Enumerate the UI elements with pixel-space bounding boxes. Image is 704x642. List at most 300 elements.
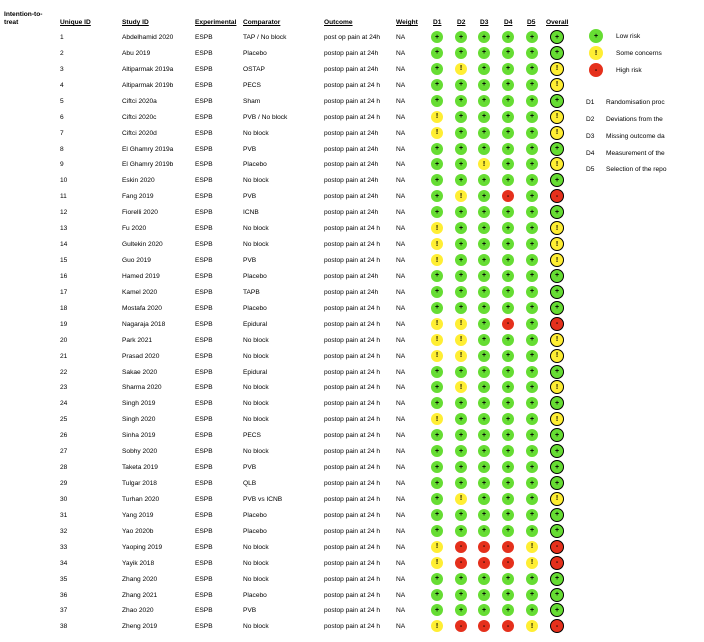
unique-id: 3 <box>60 65 64 73</box>
legend-label: Some concerns <box>616 50 662 57</box>
domain-5-low-risk-icon: + <box>526 493 538 505</box>
domain-1-low-risk-icon: + <box>431 47 443 59</box>
weight: NA <box>396 559 406 567</box>
study-id: Ciftci 2020a <box>122 97 157 105</box>
unique-id: 18 <box>60 304 68 312</box>
comparator: Placebo <box>243 527 267 535</box>
domain-3-low-risk-icon: + <box>478 95 490 107</box>
domain-2-low-risk-icon: + <box>455 573 467 585</box>
domain-2-low-risk-icon: + <box>455 127 467 139</box>
domain-4-low-risk-icon: + <box>502 350 514 362</box>
domain-5-low-risk-icon: + <box>526 445 538 457</box>
weight: NA <box>396 113 406 121</box>
experimental: ESPB <box>195 495 213 503</box>
domain-1-low-risk-icon: + <box>431 573 443 585</box>
comparator: No block <box>243 352 269 360</box>
overall-some-concerns-icon: ! <box>550 110 564 124</box>
unique-id: 36 <box>60 591 68 599</box>
weight: NA <box>396 209 406 217</box>
domain-3-some-concerns-icon: ! <box>478 158 490 170</box>
experimental: ESPB <box>195 464 213 472</box>
domain-1-some-concerns-icon: ! <box>431 238 443 250</box>
comparator: No block <box>243 384 269 392</box>
domain-4-low-risk-icon: + <box>502 79 514 91</box>
comparator: Placebo <box>243 591 267 599</box>
domain-2-low-risk-icon: + <box>455 270 467 282</box>
outcome: postop pain at 24 h <box>324 241 381 249</box>
overall-high-risk-icon: - <box>550 317 564 331</box>
overall-some-concerns-icon: ! <box>550 78 564 92</box>
unique-id: 17 <box>60 288 68 296</box>
unique-id: 14 <box>60 241 68 249</box>
domain-4-low-risk-icon: + <box>502 461 514 473</box>
experimental: ESPB <box>195 177 213 185</box>
domain-2-some-concerns-icon: ! <box>455 318 467 330</box>
weight: NA <box>396 257 406 265</box>
domain-2-low-risk-icon: + <box>455 366 467 378</box>
domain-1-some-concerns-icon: ! <box>431 318 443 330</box>
outcome: postop pain at 24h <box>324 49 379 57</box>
comparator: Placebo <box>243 49 267 57</box>
comparator: PVB <box>243 607 257 615</box>
domain-4-low-risk-icon: + <box>502 429 514 441</box>
weight: NA <box>396 288 406 296</box>
domain-5-low-risk-icon: + <box>526 589 538 601</box>
domain-5-low-risk-icon: + <box>526 158 538 170</box>
weight: NA <box>396 193 406 201</box>
comparator: PVB / No block <box>243 113 288 121</box>
domain-2-low-risk-icon: + <box>455 589 467 601</box>
unique-id: 35 <box>60 575 68 583</box>
study-id: Park 2021 <box>122 336 153 344</box>
outcome: postop pain at 24 h <box>324 384 381 392</box>
domain-2-low-risk-icon: + <box>455 429 467 441</box>
comparator: No block <box>243 336 269 344</box>
domain-4-low-risk-icon: + <box>502 286 514 298</box>
domain-5-some-concerns-icon: ! <box>526 541 538 553</box>
unique-id: 38 <box>60 623 68 631</box>
domain-5-low-risk-icon: + <box>526 79 538 91</box>
experimental: ESPB <box>195 209 213 217</box>
domain-5-low-risk-icon: + <box>526 573 538 585</box>
domain-2-low-risk-icon: + <box>455 286 467 298</box>
comparator: PVB <box>243 145 257 153</box>
domain-5-low-risk-icon: + <box>526 318 538 330</box>
study-id: Eskin 2020 <box>122 177 155 185</box>
experimental: ESPB <box>195 145 213 153</box>
domain-2-low-risk-icon: + <box>455 238 467 250</box>
experimental: ESPB <box>195 257 213 265</box>
overall-low-risk-icon: + <box>550 301 564 315</box>
low-risk-icon: + <box>589 29 603 43</box>
overall-some-concerns-icon: ! <box>550 380 564 394</box>
study-id: Turhan 2020 <box>122 495 160 503</box>
unique-id: 27 <box>60 448 68 456</box>
overall-high-risk-icon: - <box>550 556 564 570</box>
domain-5-low-risk-icon: + <box>526 350 538 362</box>
experimental: ESPB <box>195 113 213 121</box>
comparator: Epidural <box>243 368 268 376</box>
comparator: No block <box>243 177 269 185</box>
domain-5-low-risk-icon: + <box>526 366 538 378</box>
overall-some-concerns-icon: ! <box>550 62 564 76</box>
unique-id: 22 <box>60 368 68 376</box>
experimental: ESPB <box>195 400 213 408</box>
domain-3-low-risk-icon: + <box>478 190 490 202</box>
domain-3-high-risk-icon: - <box>478 557 490 569</box>
outcome: postop pain at 24 h <box>324 400 381 408</box>
outcome: postop pain at 24h <box>324 272 379 280</box>
header-weight: Weight <box>396 19 418 26</box>
weight: NA <box>396 145 406 153</box>
domain-5-low-risk-icon: + <box>526 429 538 441</box>
outcome: postop pain at 24 h <box>324 352 381 360</box>
study-id: Zhang 2020 <box>122 575 158 583</box>
domain-2-low-risk-icon: + <box>455 79 467 91</box>
domain-4-low-risk-icon: + <box>502 604 514 616</box>
domain-1-some-concerns-icon: ! <box>431 350 443 362</box>
outcome: postop pain at 24 h <box>324 464 381 472</box>
overall-low-risk-icon: + <box>550 269 564 283</box>
weight: NA <box>396 368 406 376</box>
experimental: ESPB <box>195 591 213 599</box>
experimental: ESPB <box>195 384 213 392</box>
outcome: postop pain at 24 h <box>324 575 381 583</box>
overall-low-risk-icon: + <box>550 524 564 538</box>
domain-1-some-concerns-icon: ! <box>431 111 443 123</box>
weight: NA <box>396 81 406 89</box>
comparator: No block <box>243 225 269 233</box>
study-id: Kamel 2020 <box>122 288 158 296</box>
outcome: postop pain at 24 h <box>324 81 381 89</box>
experimental: ESPB <box>195 368 213 376</box>
domain-1-low-risk-icon: + <box>431 604 443 616</box>
outcome: postop pain at 24h <box>324 193 379 201</box>
domain-5-low-risk-icon: + <box>526 286 538 298</box>
experimental: ESPB <box>195 193 213 201</box>
domain-1-low-risk-icon: + <box>431 174 443 186</box>
overall-low-risk-icon: + <box>550 460 564 474</box>
comparator: No block <box>243 241 269 249</box>
experimental: ESPB <box>195 304 213 312</box>
domain-3-low-risk-icon: + <box>478 286 490 298</box>
domain-3-low-risk-icon: + <box>478 302 490 314</box>
comparator: Epidural <box>243 320 268 328</box>
overall-low-risk-icon: + <box>550 396 564 410</box>
study-id: Hamed 2019 <box>122 272 160 280</box>
header-unique-id: Unique ID <box>60 19 91 26</box>
domain-label: Deviations from the <box>606 116 663 123</box>
comparator: PECS <box>243 81 261 89</box>
study-id: Nagaraja 2018 <box>122 320 166 328</box>
study-id: Fang 2019 <box>122 193 154 201</box>
domain-1-some-concerns-icon: ! <box>431 254 443 266</box>
study-id: Gultekin 2020 <box>122 241 163 249</box>
experimental: ESPB <box>195 511 213 519</box>
unique-id: 30 <box>60 495 68 503</box>
study-id: Singh 2020 <box>122 416 156 424</box>
domain-4-low-risk-icon: + <box>502 381 514 393</box>
overall-low-risk-icon: + <box>550 205 564 219</box>
study-id: Sinha 2019 <box>122 432 156 440</box>
study-id: Mostafa 2020 <box>122 304 162 312</box>
unique-id: 7 <box>60 129 64 137</box>
domain-3-low-risk-icon: + <box>478 413 490 425</box>
unique-id: 13 <box>60 225 68 233</box>
weight: NA <box>396 336 406 344</box>
unique-id: 2 <box>60 49 64 57</box>
domain-2-low-risk-icon: + <box>455 302 467 314</box>
domain-5-low-risk-icon: + <box>526 413 538 425</box>
experimental: ESPB <box>195 623 213 631</box>
unique-id: 25 <box>60 416 68 424</box>
domain-4-low-risk-icon: + <box>502 573 514 585</box>
overall-some-concerns-icon: ! <box>550 349 564 363</box>
header-overall: Overall <box>546 19 569 26</box>
header-study-id: Study ID <box>122 19 149 26</box>
domain-5-low-risk-icon: + <box>526 47 538 59</box>
domain-1-low-risk-icon: + <box>431 302 443 314</box>
weight: NA <box>396 432 406 440</box>
domain-4-low-risk-icon: + <box>502 445 514 457</box>
unique-id: 23 <box>60 384 68 392</box>
overall-high-risk-icon: - <box>550 540 564 554</box>
domain-4-low-risk-icon: + <box>502 127 514 139</box>
table-row <box>0 619 704 637</box>
domain-1-low-risk-icon: + <box>431 270 443 282</box>
domain-3-low-risk-icon: + <box>478 366 490 378</box>
weight: NA <box>396 495 406 503</box>
study-id: Fiorelli 2020 <box>122 209 158 217</box>
weight: NA <box>396 480 406 488</box>
domain-1-low-risk-icon: + <box>431 190 443 202</box>
study-id: Abdelhamid 2020 <box>122 34 174 41</box>
comparator: No block <box>243 575 269 583</box>
domain-4-low-risk-icon: + <box>502 143 514 155</box>
outcome: postop pain at 24h <box>324 209 379 217</box>
header-d4: D4 <box>504 19 513 26</box>
outcome: postop pain at 24h <box>324 161 379 169</box>
study-id: Ciftci 2020d <box>122 129 157 137</box>
domain-3-low-risk-icon: + <box>478 397 490 409</box>
domain-2-some-concerns-icon: ! <box>455 350 467 362</box>
domain-5-low-risk-icon: + <box>526 127 538 139</box>
unique-id: 15 <box>60 257 68 265</box>
outcome: postop pain at 24 h <box>324 591 381 599</box>
weight: NA <box>396 177 406 185</box>
domain-2-some-concerns-icon: ! <box>455 63 467 75</box>
outcome: postop pain at 24 h <box>324 432 381 440</box>
domain-3-low-risk-icon: + <box>478 334 490 346</box>
weight: NA <box>396 304 406 312</box>
study-id: El Ghamry 2019a <box>122 145 174 153</box>
outcome: postop pain at 24 h <box>324 257 381 265</box>
domain-4-low-risk-icon: + <box>502 493 514 505</box>
experimental: ESPB <box>195 129 213 137</box>
comparator: QLB <box>243 480 257 488</box>
domain-5-low-risk-icon: + <box>526 525 538 537</box>
domain-label: Missing outcome da <box>606 133 665 140</box>
domain-5-low-risk-icon: + <box>526 461 538 473</box>
domain-code: D5 <box>586 166 595 173</box>
domain-4-low-risk-icon: + <box>502 334 514 346</box>
domain-2-low-risk-icon: + <box>455 461 467 473</box>
experimental: ESPB <box>195 575 213 583</box>
outcome: post op pain at 24h <box>324 34 381 41</box>
outcome: postop pain at 24h <box>324 177 379 185</box>
unique-id: 33 <box>60 543 68 551</box>
outcome: postop pain at 24h <box>324 288 379 296</box>
domain-1-low-risk-icon: + <box>431 158 443 170</box>
domain-3-low-risk-icon: + <box>478 111 490 123</box>
domain-1-some-concerns-icon: ! <box>431 334 443 346</box>
domain-5-low-risk-icon: + <box>526 143 538 155</box>
experimental: ESPB <box>195 288 213 296</box>
domain-4-low-risk-icon: + <box>502 254 514 266</box>
experimental: ESPB <box>195 352 213 360</box>
outcome: postop pain at 24 h <box>324 511 381 519</box>
domain-3-low-risk-icon: + <box>478 47 490 59</box>
overall-low-risk-icon: + <box>550 285 564 299</box>
header-d2: D2 <box>457 19 466 26</box>
outcome: postop pain at 24 h <box>324 527 381 535</box>
domain-2-low-risk-icon: + <box>455 254 467 266</box>
outcome: postop pain at 24 h <box>324 368 381 376</box>
domain-3-high-risk-icon: - <box>478 620 490 632</box>
domain-4-low-risk-icon: + <box>502 477 514 489</box>
domain-2-high-risk-icon: - <box>455 557 467 569</box>
unique-id: 10 <box>60 177 68 185</box>
domain-5-low-risk-icon: + <box>526 334 538 346</box>
domain-5-some-concerns-icon: ! <box>526 620 538 632</box>
experimental: ESPB <box>195 241 213 249</box>
domain-3-low-risk-icon: + <box>478 143 490 155</box>
domain-2-some-concerns-icon: ! <box>455 190 467 202</box>
domain-4-low-risk-icon: + <box>502 95 514 107</box>
weight: NA <box>396 511 406 519</box>
experimental: ESPB <box>195 272 213 280</box>
study-id: Altiparmak 2019a <box>122 65 174 73</box>
study-id: Singh 2019 <box>122 400 156 408</box>
domain-code: D3 <box>586 133 595 140</box>
domain-5-low-risk-icon: + <box>526 31 538 43</box>
weight: NA <box>396 49 406 57</box>
study-id: Tulgar 2018 <box>122 480 157 488</box>
domain-3-low-risk-icon: + <box>478 318 490 330</box>
domain-4-low-risk-icon: + <box>502 111 514 123</box>
domain-code: D1 <box>586 99 595 106</box>
study-id: Yaoping 2019 <box>122 543 163 551</box>
weight: NA <box>396 607 406 615</box>
domain-5-low-risk-icon: + <box>526 397 538 409</box>
domain-1-low-risk-icon: + <box>431 493 443 505</box>
domain-3-low-risk-icon: + <box>478 238 490 250</box>
header-d5: D5 <box>527 19 536 26</box>
weight: NA <box>396 241 406 249</box>
domain-1-low-risk-icon: + <box>431 79 443 91</box>
overall-some-concerns-icon: ! <box>550 412 564 426</box>
domain-3-low-risk-icon: + <box>478 525 490 537</box>
domain-4-low-risk-icon: + <box>502 525 514 537</box>
domain-4-low-risk-icon: + <box>502 413 514 425</box>
domain-3-low-risk-icon: + <box>478 79 490 91</box>
study-id: Prasad 2020 <box>122 352 160 360</box>
domain-code: D2 <box>586 116 595 123</box>
comparator: No block <box>243 559 269 567</box>
unique-id: 32 <box>60 527 68 535</box>
overall-low-risk-icon: + <box>550 428 564 442</box>
outcome: postop pain at 24h <box>324 145 379 153</box>
experimental: ESPB <box>195 416 213 424</box>
domain-3-low-risk-icon: + <box>478 493 490 505</box>
domain-5-some-concerns-icon: ! <box>526 557 538 569</box>
unique-id: 11 <box>60 193 67 201</box>
domain-5-low-risk-icon: + <box>526 477 538 489</box>
overall-low-risk-icon: + <box>550 365 564 379</box>
weight: NA <box>396 448 406 456</box>
study-id: Sharma 2020 <box>122 384 162 392</box>
study-id: Yao 2020b <box>122 527 154 535</box>
overall-high-risk-icon: - <box>550 619 564 633</box>
domain-2-low-risk-icon: + <box>455 47 467 59</box>
experimental: ESPB <box>195 336 213 344</box>
study-id: Sobhy 2020 <box>122 448 158 456</box>
outcome: postop pain at 24 h <box>324 559 381 567</box>
unique-id: 5 <box>60 97 64 105</box>
experimental: ESPB <box>195 161 213 169</box>
domain-4-low-risk-icon: + <box>502 158 514 170</box>
domain-4-low-risk-icon: + <box>502 47 514 59</box>
domain-2-low-risk-icon: + <box>455 174 467 186</box>
weight: NA <box>396 34 406 41</box>
study-id: Zheng 2019 <box>122 623 158 631</box>
comparator: Placebo <box>243 272 267 280</box>
study-id: El Ghamry 2019b <box>122 161 174 169</box>
domain-3-low-risk-icon: + <box>478 350 490 362</box>
experimental: ESPB <box>195 49 213 57</box>
study-id: Yayik 2018 <box>122 559 155 567</box>
outcome: postop pain at 24 h <box>324 495 381 503</box>
domain-1-low-risk-icon: + <box>431 206 443 218</box>
domain-3-low-risk-icon: + <box>478 589 490 601</box>
domain-label: Randomisation proc <box>606 99 665 106</box>
domain-4-low-risk-icon: + <box>502 31 514 43</box>
comparator: PVB <box>243 193 257 201</box>
comparator: PVB <box>243 257 257 265</box>
domain-5-low-risk-icon: + <box>526 254 538 266</box>
comparator: Sham <box>243 97 261 105</box>
weight: NA <box>396 320 406 328</box>
domain-2-low-risk-icon: + <box>455 95 467 107</box>
outcome: postop pain at 24 h <box>324 113 381 121</box>
experimental: ESPB <box>195 97 213 105</box>
domain-5-low-risk-icon: + <box>526 604 538 616</box>
some-concerns-icon: ! <box>589 46 603 60</box>
domain-5-low-risk-icon: + <box>526 270 538 282</box>
domain-2-low-risk-icon: + <box>455 413 467 425</box>
domain-4-low-risk-icon: + <box>502 238 514 250</box>
comparator: TAP / No block <box>243 34 287 41</box>
experimental: ESPB <box>195 320 213 328</box>
weight: NA <box>396 464 406 472</box>
domain-1-low-risk-icon: + <box>431 31 443 43</box>
unique-id: 20 <box>60 336 68 344</box>
weight: NA <box>396 272 406 280</box>
header-d3: D3 <box>480 19 489 26</box>
experimental: ESPB <box>195 225 213 233</box>
outcome: postop pain at 24h <box>324 65 379 73</box>
overall-some-concerns-icon: ! <box>550 157 564 171</box>
